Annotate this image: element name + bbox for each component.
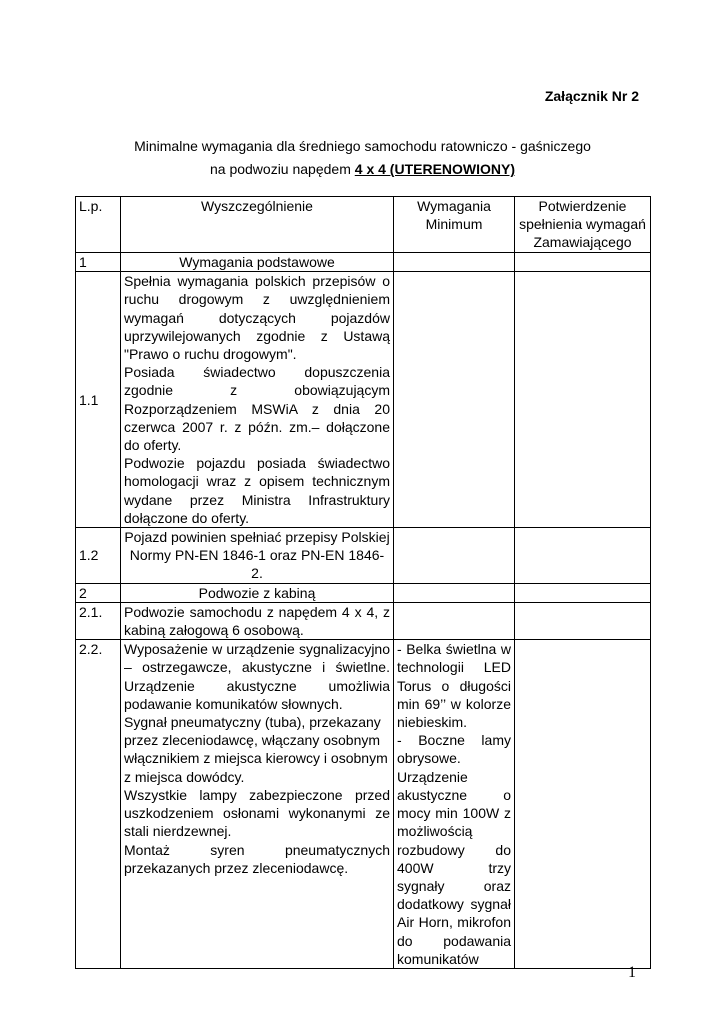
paragraph: - Boczne lamy obrysowe. — [397, 732, 511, 767]
section-row-1 — [76, 253, 651, 272]
header-lp: L.p. — [76, 197, 121, 253]
title-prefix: na podwoziu napędem — [209, 161, 355, 177]
row-number: 2.2. — [76, 640, 121, 969]
header-confirmation: Potwierdzenie spełnienia wymagań Zamawiającego — [515, 197, 651, 253]
empty-cell — [394, 253, 515, 272]
section-label: Podwozie z kabiną — [121, 583, 394, 602]
minimum-cell — [394, 640, 515, 969]
paragraph: Podwozie pojazdu posiada świadectwo homologacji wraz z opisem technicznym wydane przez Ministra Infrastruktury dołączone do oferty. — [124, 455, 390, 526]
minimum-cell — [394, 528, 515, 584]
table-row-1-2 — [76, 528, 651, 584]
document-title-line-2 — [0, 158, 725, 180]
section-label: Wymagania podstawowe — [121, 253, 394, 272]
row-description: Pojazd powinien spełniać przepisy Polskiej Normy PN-EN 1846-1 oraz PN-EN 1846-2. — [121, 528, 394, 584]
paragraph: Spełnia wymagania polskich przepisów o ruchu drogowym z uwzględnieniem wymagań dotyczących pojazdów uprzywilejowanych zgodnie z Ustawą "Prawo o ruchu drogowym". — [124, 273, 390, 363]
table-header-row — [76, 197, 651, 253]
table-row-1-1 — [76, 272, 651, 528]
row-number: 2.1. — [76, 602, 121, 639]
title-drive-type: 4 x 4 (UTERENOWIONY) — [354, 161, 516, 177]
paragraph: Posiada świadectwo dopuszczenia zgodnie z obowiązującym Rozporządzeniem MSWiA z dnia 20 czerwca 2007 r. z późn. zm.– dołączone do oferty. — [124, 364, 390, 454]
minimum-cell — [394, 602, 515, 639]
paragraph: Urządzenie akustyczne o mocy min 100W z możliwością rozbudowy do 400W trzy sygnały oraz dodatkowy sygnał Air Horn, mikrofon do podawania komunikatów — [397, 768, 511, 967]
paragraph: Montaż syren pneumatycznych przekazanych przez zleceniodawcę. — [124, 841, 390, 876]
row-description — [121, 640, 394, 969]
row-number: 1.2 — [76, 528, 121, 584]
header-description: Wyszczególnienie — [121, 197, 394, 253]
empty-cell — [394, 583, 515, 602]
row-number: 1.1 — [76, 272, 121, 528]
header-minimum: Wymagania Minimum — [394, 197, 515, 253]
row-description — [121, 272, 394, 528]
confirmation-cell — [515, 272, 651, 528]
section-number: 2 — [76, 583, 121, 602]
confirmation-cell — [515, 640, 651, 969]
table-row-2-1 — [76, 602, 651, 639]
page-number: 1 — [628, 964, 636, 981]
minimum-cell — [394, 272, 515, 528]
table-row-2-2 — [76, 640, 651, 969]
confirmation-cell — [515, 528, 651, 584]
empty-cell — [515, 583, 651, 602]
paragraph: - Belka świetlna w technologii LED Torus o długości min 69’’ w kolorze niebieskim. — [397, 641, 511, 731]
empty-cell — [515, 253, 651, 272]
requirements-table — [75, 196, 651, 969]
section-row-2 — [76, 583, 651, 602]
confirmation-cell — [515, 602, 651, 639]
paragraph: Wszystkie lampy zabezpieczone przed uszkodzeniem osłonami wykonanymi ze stali nierdzewnej. — [124, 786, 390, 840]
document-title-line-1: Minimalne wymagania dla średniego samochodu ratowniczo - gaśniczego — [134, 138, 591, 154]
section-number: 1 — [76, 253, 121, 272]
paragraph: Wyposażenie w urządzenie sygnalizacyjno – ostrzegawcze, akustyczne i świetlne. Urządzenie akustyczne umożliwia podawanie komunikatów słownych. — [124, 641, 390, 712]
attachment-label: Załącznik Nr 2 — [544, 88, 639, 104]
paragraph: Sygnał pneumatyczny (tuba), przekazany przez zleceniodawcę, włączany osobnym włącznikiem z miejsca kierowcy i osobnym z miejsca dowódcy. — [124, 714, 388, 785]
row-description: Podwozie samochodu z napędem 4 x 4, z kabiną załogową 6 osobową. — [121, 602, 394, 639]
